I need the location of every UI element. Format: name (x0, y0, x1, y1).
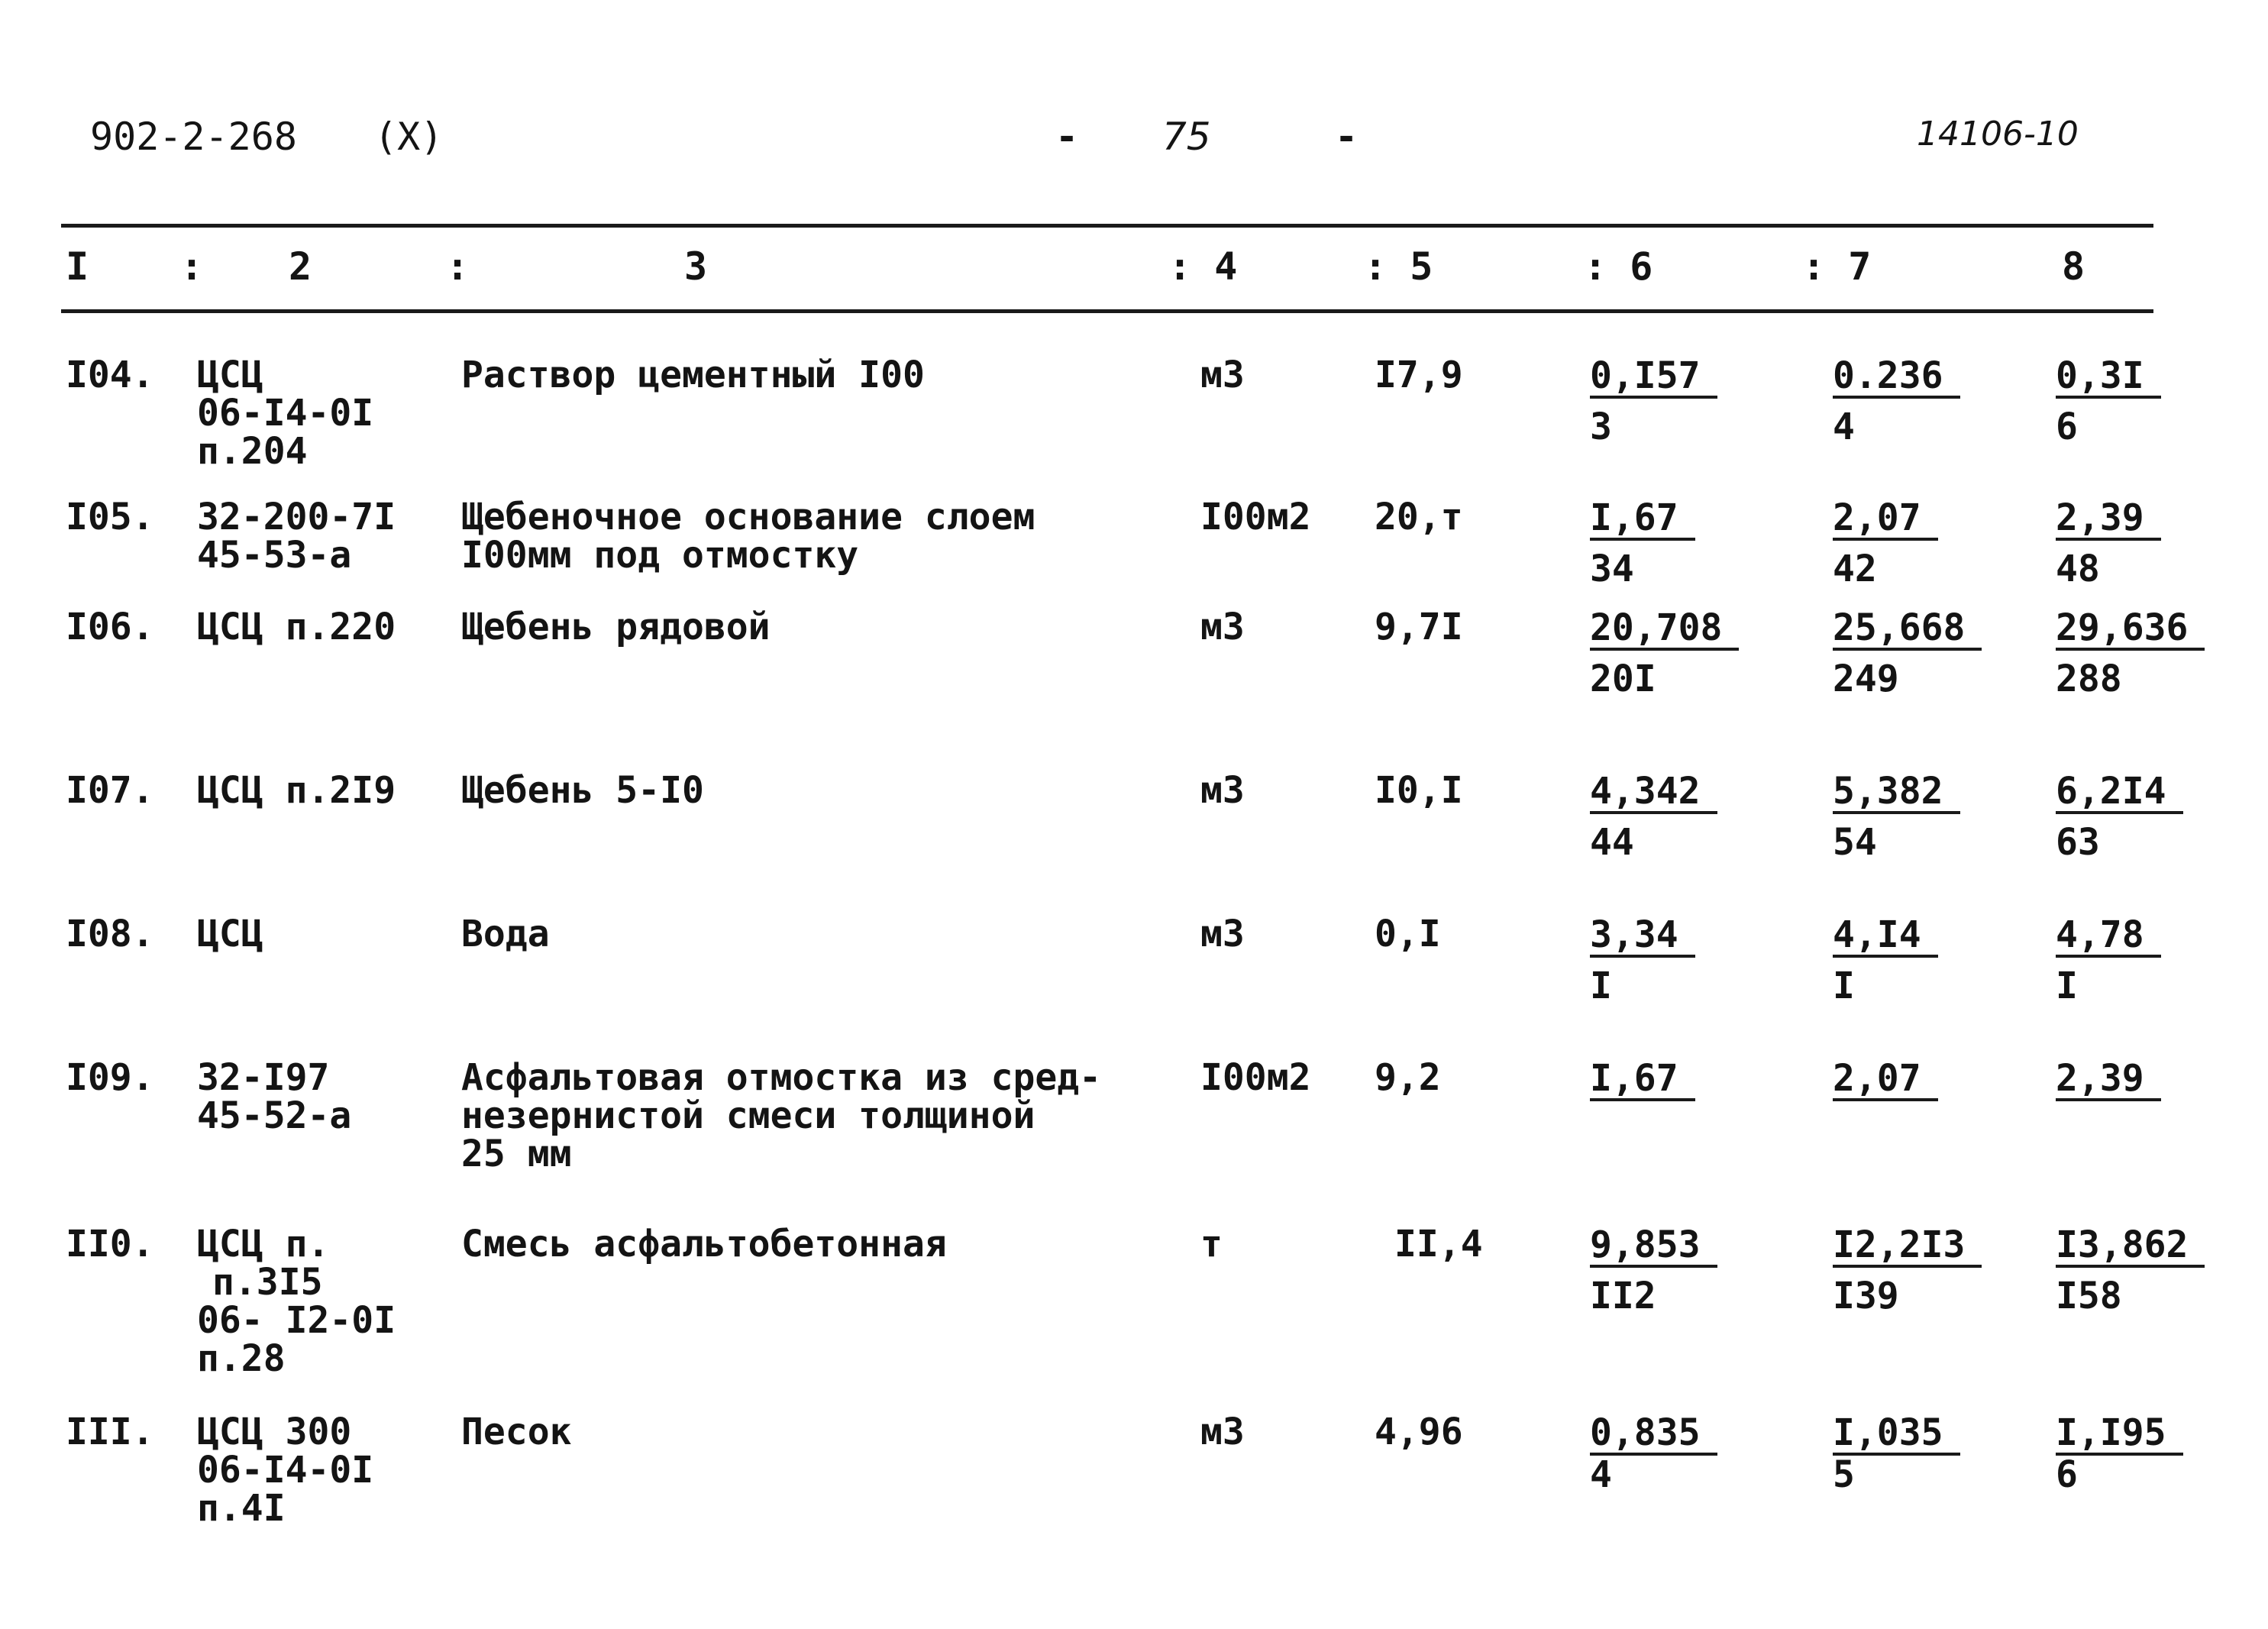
price-cell-6: I,67 (1590, 1059, 1695, 1101)
price-cell-8: 2,39 48 (2056, 498, 2161, 588)
document-code: 902-2-268 (90, 115, 297, 159)
page-dash-left: - (1055, 115, 1079, 159)
price-cell-6: 0,I57 3 (1590, 356, 1717, 446)
row-name: Вода (461, 913, 550, 955)
column-header-1: I (66, 244, 89, 289)
row-unit: м3 (1200, 913, 1245, 955)
price-cell-8: 2,39 (2056, 1059, 2161, 1101)
column-separator: : (446, 244, 470, 289)
price-cell-6: 0,835 4 (1590, 1413, 1717, 1494)
column-header-5: : 5 (1364, 244, 1433, 289)
header-rule (61, 309, 2153, 313)
price-cell-7: 2,07 (1833, 1059, 1938, 1101)
price-cell-6: 4,342 44 (1590, 771, 1717, 861)
row-number: I09. (66, 1056, 154, 1099)
row-name: Раствор цементный I00 (461, 354, 925, 396)
row-number: I06. (66, 606, 154, 648)
row-unit: м3 (1200, 606, 1245, 648)
row-unit: м3 (1200, 1411, 1245, 1453)
column-separator: : (180, 244, 204, 289)
inventory-number: 14106-10 (1917, 115, 2079, 154)
price-cell-7: I,035 5 (1833, 1413, 1960, 1494)
column-header-row (0, 244, 2268, 305)
row-name: Щебень 5-I0 (461, 769, 704, 812)
row-code: ЦСЦ (197, 913, 263, 955)
row-quantity: 9,7I (1375, 606, 1463, 648)
page-dash-right: - (1335, 115, 1359, 159)
price-cell-8: 4,78 I (2056, 915, 2161, 1005)
price-cell-8: 6,2I4 63 (2056, 771, 2183, 861)
row-quantity: 9,2 (1375, 1056, 1441, 1099)
price-cell-7: I2,2I3 I39 (1833, 1225, 1982, 1315)
row-name: Щебень рядовой (461, 606, 771, 648)
price-cell-6: 3,34 I (1590, 915, 1695, 1005)
row-code: ЦСЦ п.220 (197, 606, 396, 648)
price-cell-6: I,67 34 (1590, 498, 1695, 588)
row-quantity: II,4 (1394, 1223, 1483, 1265)
column-header-4: : 4 (1168, 244, 1238, 289)
column-header-8: 8 (2062, 244, 2085, 289)
column-header-3: 3 (684, 244, 708, 289)
row-code: ЦСЦ 300 06-I4-0I п.4I (197, 1411, 374, 1530)
price-cell-7: 5,382 54 (1833, 771, 1960, 861)
row-quantity: I7,9 (1375, 354, 1463, 396)
row-number: II0. (66, 1223, 154, 1265)
price-cell-8: 29,636 288 (2056, 608, 2205, 698)
row-name: Асфальтовая отмостка из сред- незернистой смеси толщиной 25 мм (461, 1056, 1102, 1175)
column-header-7: : 7 (1802, 244, 1872, 289)
column-header-2: 2 (289, 244, 312, 289)
price-cell-7: 0.236 4 (1833, 356, 1960, 446)
price-cell-8: I,I95 6 (2056, 1413, 2183, 1494)
row-code: 32-I97 45-52-а (197, 1056, 352, 1137)
row-number: III. (66, 1411, 154, 1453)
price-cell-7: 25,668 249 (1833, 608, 1982, 698)
page-header (0, 115, 2268, 183)
row-code: ЦСЦ 06-I4-0I п.204 (197, 354, 374, 473)
price-cell-7: 2,07 42 (1833, 498, 1938, 588)
row-unit: м3 (1200, 769, 1245, 812)
price-cell-6: 20,708 20I (1590, 608, 1739, 698)
row-unit: т (1200, 1223, 1223, 1265)
page-number: 75 (1162, 115, 1211, 159)
price-cell-6: 9,853 II2 (1590, 1225, 1717, 1315)
row-number: I05. (66, 496, 154, 538)
row-number: I07. (66, 769, 154, 812)
row-code: ЦСЦ п. п.3I5 06- I2-0I п.28 (197, 1223, 396, 1380)
row-name: Щебеночное основание слоем I00мм под отмостку (461, 496, 1035, 577)
top-rule (61, 224, 2153, 228)
row-quantity: I0,I (1375, 769, 1463, 812)
row-quantity: 20,т (1375, 496, 1463, 538)
price-cell-8: 0,3I 6 (2056, 356, 2161, 446)
row-code: ЦСЦ п.2I9 (197, 769, 396, 812)
row-name: Смесь асфальтобетонная (461, 1223, 947, 1265)
row-quantity: 4,96 (1375, 1411, 1463, 1453)
row-number: I08. (66, 913, 154, 955)
row-unit: I00м2 (1200, 1056, 1311, 1099)
row-number: I04. (66, 354, 154, 396)
row-unit: м3 (1200, 354, 1245, 396)
volume-mark: (X) (374, 115, 444, 159)
row-name: Песок (461, 1411, 572, 1453)
column-header-6: : 6 (1584, 244, 1653, 289)
price-cell-7: 4,I4 I (1833, 915, 1938, 1005)
row-unit: I00м2 (1200, 496, 1311, 538)
row-code: 32-200-7I 45-53-а (197, 496, 396, 577)
price-cell-8: I3,862 I58 (2056, 1225, 2205, 1315)
row-quantity: 0,I (1375, 913, 1441, 955)
